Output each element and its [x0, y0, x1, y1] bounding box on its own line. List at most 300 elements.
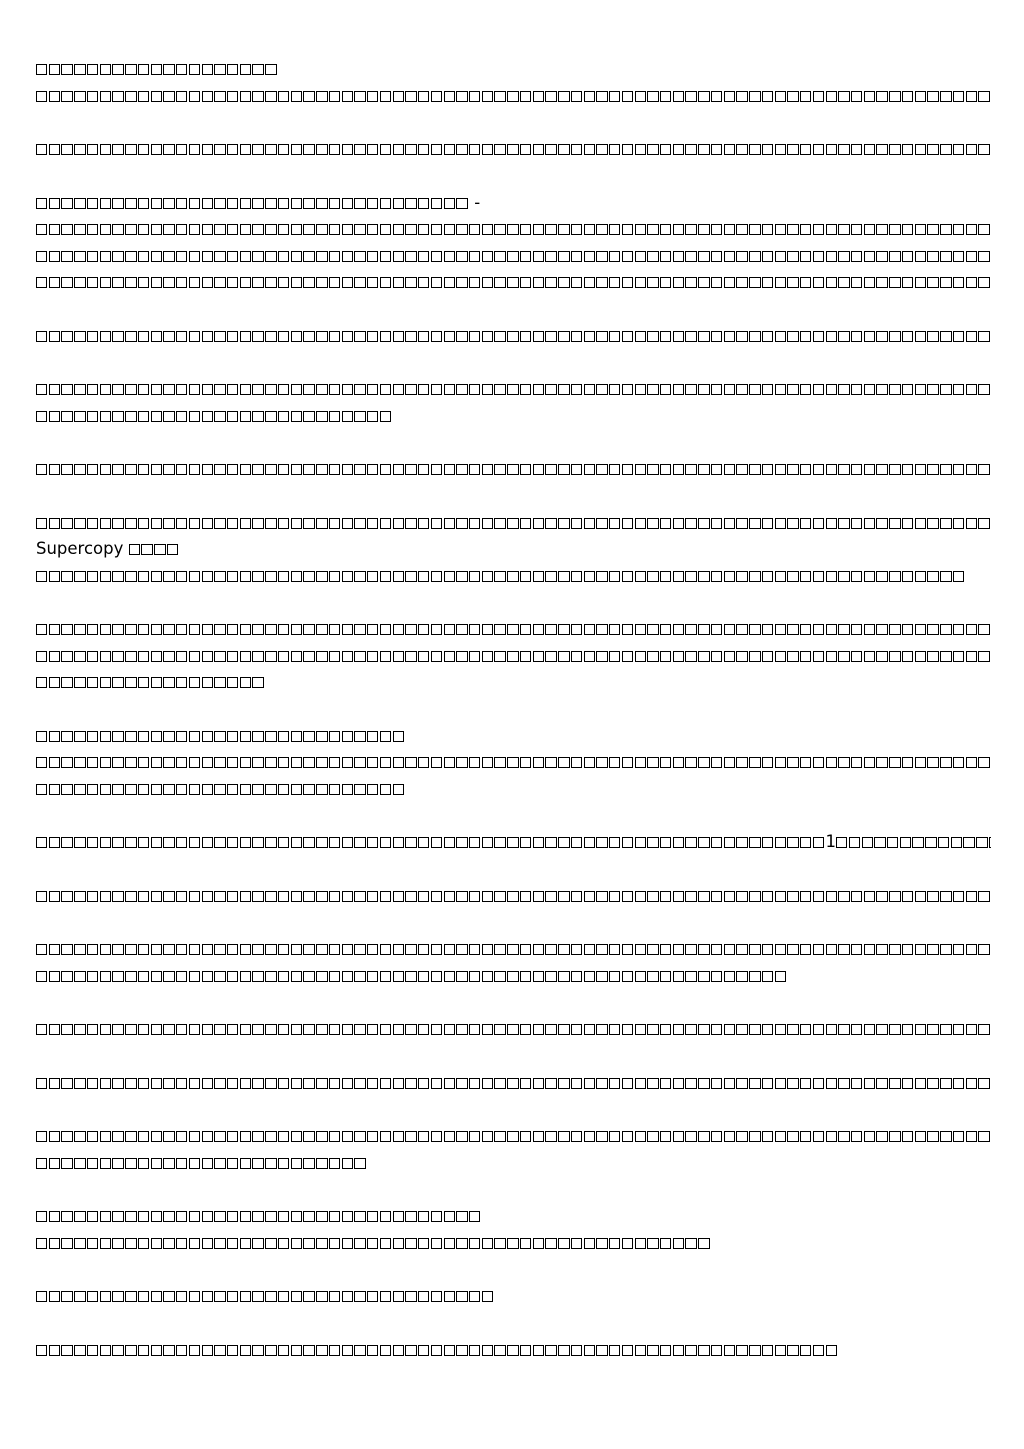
- missing-glyph-box: [724, 1345, 735, 1356]
- text-line: [36, 723, 991, 750]
- missing-glyph-box: [291, 224, 302, 235]
- missing-glyph-box: [800, 757, 811, 768]
- missing-glyph-box: [367, 1131, 378, 1142]
- missing-glyph-box: [36, 251, 47, 262]
- missing-glyph-box: [278, 624, 289, 635]
- missing-glyph-box: [953, 891, 964, 902]
- missing-glyph-box: [660, 757, 671, 768]
- missing-glyph-box: [482, 1345, 493, 1356]
- missing-glyph-box: [584, 384, 595, 395]
- missing-glyph-box: [87, 677, 98, 688]
- missing-glyph-box: [673, 464, 684, 475]
- missing-glyph-box: [749, 277, 760, 288]
- missing-glyph-box: [724, 651, 735, 662]
- missing-glyph-box: [685, 837, 696, 848]
- missing-glyph-box: [354, 1211, 365, 1222]
- missing-glyph-box: [163, 1131, 174, 1142]
- missing-glyph-box: [393, 518, 404, 529]
- missing-glyph-box: [380, 277, 391, 288]
- missing-glyph-box: [61, 837, 72, 848]
- missing-glyph-box: [838, 624, 849, 635]
- missing-glyph-box: [889, 518, 900, 529]
- missing-glyph-box: [329, 1291, 340, 1302]
- missing-glyph-box: [405, 198, 416, 209]
- missing-glyph-box: [584, 1131, 595, 1142]
- missing-glyph-box: [240, 891, 251, 902]
- missing-glyph-box: [609, 891, 620, 902]
- missing-glyph-box: [278, 464, 289, 475]
- missing-glyph-box: [736, 837, 747, 848]
- missing-glyph-box: [316, 1024, 327, 1035]
- missing-glyph-box: [163, 91, 174, 102]
- missing-glyph-box: [291, 144, 302, 155]
- missing-glyph-box: [36, 677, 47, 688]
- missing-glyph-box: [647, 144, 658, 155]
- missing-glyph-box: [902, 224, 913, 235]
- missing-glyph-box: [889, 144, 900, 155]
- missing-glyph-box: [889, 944, 900, 955]
- missing-glyph-box: [329, 651, 340, 662]
- missing-glyph-box: [584, 944, 595, 955]
- missing-glyph-box: [278, 277, 289, 288]
- missing-glyph-box: [507, 251, 518, 262]
- missing-glyph-box: [482, 651, 493, 662]
- missing-glyph-box: [405, 464, 416, 475]
- missing-glyph-box: [849, 837, 860, 848]
- missing-glyph-box: [329, 971, 340, 982]
- missing-glyph-box: [329, 1211, 340, 1222]
- missing-glyph-box: [635, 837, 646, 848]
- text-line: [36, 323, 991, 350]
- missing-glyph-box: [545, 1024, 556, 1035]
- missing-glyph-box: [189, 731, 200, 742]
- text-line: [36, 1203, 991, 1230]
- missing-glyph-box: [838, 91, 849, 102]
- missing-glyph-box: [278, 251, 289, 262]
- missing-glyph-box: [202, 224, 213, 235]
- missing-glyph-box: [329, 411, 340, 422]
- missing-glyph-box: [74, 251, 85, 262]
- missing-glyph-box: [838, 757, 849, 768]
- missing-glyph-box: [596, 891, 607, 902]
- missing-glyph-box: [100, 384, 111, 395]
- missing-glyph-box: [202, 944, 213, 955]
- missing-glyph-box: [596, 144, 607, 155]
- missing-glyph-box: [61, 1345, 72, 1356]
- missing-glyph-box: [227, 731, 238, 742]
- text-line: [36, 936, 991, 963]
- missing-glyph-box: [520, 1078, 531, 1089]
- missing-glyph-box: [61, 624, 72, 635]
- missing-glyph-box: [265, 518, 276, 529]
- missing-glyph-box: [367, 464, 378, 475]
- missing-glyph-box: [61, 277, 72, 288]
- missing-glyph-box: [813, 944, 824, 955]
- missing-glyph-box: [100, 1291, 111, 1302]
- missing-glyph-box: [622, 1131, 633, 1142]
- missing-glyph-box: [953, 651, 964, 662]
- missing-glyph-box: [125, 1158, 136, 1169]
- missing-glyph-box: [36, 731, 47, 742]
- missing-glyph-box: [749, 624, 760, 635]
- missing-glyph-box: [405, 1024, 416, 1035]
- missing-glyph-box: [507, 144, 518, 155]
- missing-glyph-box: [584, 757, 595, 768]
- missing-glyph-box: [902, 331, 913, 342]
- missing-glyph-box: [125, 64, 136, 75]
- missing-glyph-box: [151, 144, 162, 155]
- missing-glyph-box: [966, 384, 977, 395]
- missing-glyph-box: [431, 384, 442, 395]
- missing-glyph-box: [291, 944, 302, 955]
- missing-glyph-box: [940, 251, 951, 262]
- missing-glyph-box: [367, 198, 378, 209]
- missing-glyph-box: [864, 277, 875, 288]
- missing-glyph-box: [469, 944, 480, 955]
- missing-glyph-box: [749, 464, 760, 475]
- missing-glyph-box: [303, 731, 314, 742]
- missing-glyph-box: [469, 331, 480, 342]
- missing-glyph-box: [87, 64, 98, 75]
- missing-glyph-box: [762, 971, 773, 982]
- missing-glyph-box: [558, 624, 569, 635]
- missing-glyph-box: [189, 677, 200, 688]
- missing-glyph-box: [749, 384, 760, 395]
- missing-glyph-box: [800, 91, 811, 102]
- missing-glyph-box: [507, 1131, 518, 1142]
- missing-glyph-box: [278, 384, 289, 395]
- missing-glyph-box: [354, 624, 365, 635]
- missing-glyph-box: [329, 837, 340, 848]
- missing-glyph-box: [380, 1211, 391, 1222]
- missing-glyph-box: [456, 757, 467, 768]
- missing-glyph-box: [775, 91, 786, 102]
- missing-glyph-box: [444, 1078, 455, 1089]
- missing-glyph-box: [189, 624, 200, 635]
- missing-glyph-box: [214, 731, 225, 742]
- missing-glyph-box: [265, 1345, 276, 1356]
- missing-glyph-box: [202, 331, 213, 342]
- missing-glyph-box: [418, 1291, 429, 1302]
- missing-glyph-box: [558, 891, 569, 902]
- missing-glyph-box: [138, 411, 149, 422]
- missing-glyph-box: [303, 198, 314, 209]
- missing-glyph-box: [418, 1131, 429, 1142]
- missing-glyph-box: [214, 624, 225, 635]
- missing-glyph-box: [163, 757, 174, 768]
- missing-glyph-box: [125, 1345, 136, 1356]
- missing-glyph-box: [214, 411, 225, 422]
- missing-glyph-box: [240, 331, 251, 342]
- missing-glyph-box: [354, 757, 365, 768]
- missing-glyph-box: [138, 277, 149, 288]
- missing-glyph-box: [571, 144, 582, 155]
- missing-glyph-box: [660, 971, 671, 982]
- missing-glyph-box: [762, 518, 773, 529]
- missing-glyph-box: [533, 971, 544, 982]
- missing-glyph-box: [647, 1078, 658, 1089]
- missing-glyph-box: [431, 277, 442, 288]
- missing-glyph-box: [303, 331, 314, 342]
- text-line: [36, 1123, 991, 1150]
- missing-glyph-box: [775, 518, 786, 529]
- missing-glyph-box: [367, 651, 378, 662]
- missing-glyph-box: [100, 251, 111, 262]
- missing-glyph-box: [507, 1024, 518, 1035]
- missing-glyph-box: [342, 411, 353, 422]
- missing-glyph-box: [61, 731, 72, 742]
- missing-glyph-box: [138, 1345, 149, 1356]
- missing-glyph-box: [100, 518, 111, 529]
- missing-glyph-box: [927, 251, 938, 262]
- missing-glyph-box: [176, 624, 187, 635]
- missing-glyph-box: [838, 464, 849, 475]
- missing-glyph-box: [61, 1131, 72, 1142]
- missing-glyph-box: [227, 1211, 238, 1222]
- missing-glyph-box: [87, 1238, 98, 1249]
- missing-glyph-box: [876, 1078, 887, 1089]
- missing-glyph-box: [316, 1158, 327, 1169]
- missing-glyph-box: [151, 198, 162, 209]
- missing-glyph-box: [431, 251, 442, 262]
- missing-glyph-box: [469, 91, 480, 102]
- missing-glyph-box: [724, 224, 735, 235]
- missing-glyph-box: [431, 331, 442, 342]
- missing-glyph-box: [864, 91, 875, 102]
- missing-glyph-box: [202, 198, 213, 209]
- missing-glyph-box: [685, 144, 696, 155]
- missing-glyph-box: [329, 1158, 340, 1169]
- missing-glyph-box: [125, 757, 136, 768]
- missing-glyph-box: [953, 757, 964, 768]
- missing-glyph-box: [609, 624, 620, 635]
- missing-glyph-box: [61, 757, 72, 768]
- missing-glyph-box: [915, 91, 926, 102]
- missing-glyph-box: [367, 251, 378, 262]
- missing-glyph-box: [367, 1291, 378, 1302]
- missing-glyph-box: [966, 651, 977, 662]
- missing-glyph-box: [214, 1131, 225, 1142]
- missing-glyph-box: [596, 1345, 607, 1356]
- missing-glyph-box: [151, 518, 162, 529]
- missing-glyph-box: [635, 464, 646, 475]
- missing-glyph-box: [494, 384, 505, 395]
- missing-glyph-box: [558, 571, 569, 582]
- missing-glyph-box: [915, 1131, 926, 1142]
- missing-glyph-box: [252, 1345, 263, 1356]
- missing-glyph-box: [316, 971, 327, 982]
- missing-glyph-box: [36, 891, 47, 902]
- missing-glyph-box: [316, 1291, 327, 1302]
- missing-glyph-box: [456, 1078, 467, 1089]
- missing-glyph-box: [265, 224, 276, 235]
- missing-glyph-box: [864, 518, 875, 529]
- missing-glyph-box: [749, 944, 760, 955]
- missing-glyph-box: [61, 677, 72, 688]
- missing-glyph-box: [329, 251, 340, 262]
- missing-glyph-box: [469, 518, 480, 529]
- missing-glyph-box: [163, 731, 174, 742]
- missing-glyph-box: [278, 971, 289, 982]
- missing-glyph-box: [622, 571, 633, 582]
- missing-glyph-box: [393, 651, 404, 662]
- missing-glyph-box: [647, 251, 658, 262]
- missing-glyph-box: [925, 837, 936, 848]
- missing-glyph-box: [129, 544, 140, 555]
- missing-glyph-box: [431, 518, 442, 529]
- missing-glyph-box: [444, 277, 455, 288]
- missing-glyph-box: [252, 624, 263, 635]
- missing-glyph-box: [660, 224, 671, 235]
- missing-glyph-box: [494, 837, 505, 848]
- missing-glyph-box: [836, 837, 847, 848]
- missing-glyph-box: [316, 837, 327, 848]
- missing-glyph-box: [367, 91, 378, 102]
- missing-glyph-box: [405, 1211, 416, 1222]
- missing-glyph-box: [214, 1158, 225, 1169]
- missing-glyph-box: [966, 624, 977, 635]
- missing-glyph-box: [596, 331, 607, 342]
- missing-glyph-box: [163, 651, 174, 662]
- missing-glyph-box: [787, 384, 798, 395]
- missing-glyph-box: [787, 757, 798, 768]
- missing-glyph-box: [635, 1345, 646, 1356]
- missing-glyph-box: [278, 944, 289, 955]
- missing-glyph-box: [125, 944, 136, 955]
- missing-glyph-box: [393, 1024, 404, 1035]
- missing-glyph-box: [176, 731, 187, 742]
- missing-glyph-box: [609, 1131, 620, 1142]
- missing-glyph-box: [940, 91, 951, 102]
- missing-glyph-box: [303, 1345, 314, 1356]
- missing-glyph-box: [775, 891, 786, 902]
- missing-glyph-box: [456, 144, 467, 155]
- missing-glyph-box: [635, 1024, 646, 1035]
- paragraph: [36, 1123, 991, 1176]
- missing-glyph-box: [49, 331, 60, 342]
- missing-glyph-box: [36, 971, 47, 982]
- missing-glyph-box: [456, 464, 467, 475]
- missing-glyph-box: [902, 1131, 913, 1142]
- missing-glyph-box: [36, 64, 47, 75]
- missing-glyph-box: [431, 464, 442, 475]
- missing-glyph-box: [647, 224, 658, 235]
- missing-glyph-box: [151, 784, 162, 795]
- missing-glyph-box: [724, 144, 735, 155]
- missing-glyph-box: [342, 757, 353, 768]
- missing-glyph-box: [787, 331, 798, 342]
- missing-glyph-box: [966, 91, 977, 102]
- missing-glyph-box: [112, 331, 123, 342]
- text-line: [36, 1230, 991, 1257]
- missing-glyph-box: [252, 891, 263, 902]
- missing-glyph-box: [176, 411, 187, 422]
- missing-glyph-box: [354, 1078, 365, 1089]
- missing-glyph-box: [558, 651, 569, 662]
- missing-glyph-box: [367, 277, 378, 288]
- missing-glyph-box: [100, 277, 111, 288]
- missing-glyph-box: [902, 518, 913, 529]
- missing-glyph-box: [762, 464, 773, 475]
- missing-glyph-box: [749, 224, 760, 235]
- missing-glyph-box: [61, 891, 72, 902]
- missing-glyph-box: [163, 518, 174, 529]
- missing-glyph-box: [927, 891, 938, 902]
- missing-glyph-box: [813, 224, 824, 235]
- missing-glyph-box: [494, 518, 505, 529]
- missing-glyph-box: [265, 198, 276, 209]
- missing-glyph-box: [316, 1078, 327, 1089]
- missing-glyph-box: [482, 464, 493, 475]
- text-line: [36, 56, 991, 83]
- missing-glyph-box: [214, 971, 225, 982]
- missing-glyph-box: [36, 411, 47, 422]
- missing-glyph-box: [800, 891, 811, 902]
- missing-glyph-box: [698, 651, 709, 662]
- missing-glyph-box: [342, 331, 353, 342]
- missing-glyph-box: [61, 944, 72, 955]
- missing-glyph-box: [978, 1078, 989, 1089]
- missing-glyph-box: [826, 251, 837, 262]
- missing-glyph-box: [927, 464, 938, 475]
- missing-glyph-box: [558, 757, 569, 768]
- missing-glyph-box: [74, 224, 85, 235]
- missing-glyph-box: [265, 1238, 276, 1249]
- missing-glyph-box: [393, 91, 404, 102]
- missing-glyph-box: [265, 384, 276, 395]
- missing-glyph-box: [393, 144, 404, 155]
- missing-glyph-box: [151, 1024, 162, 1035]
- missing-glyph-box: [660, 331, 671, 342]
- missing-glyph-box: [74, 731, 85, 742]
- missing-glyph-box: [635, 1238, 646, 1249]
- missing-glyph-box: [826, 91, 837, 102]
- missing-glyph-box: [112, 1024, 123, 1035]
- missing-glyph-box: [571, 91, 582, 102]
- missing-glyph-box: [189, 384, 200, 395]
- missing-glyph-box: [138, 91, 149, 102]
- missing-glyph-box: [596, 224, 607, 235]
- missing-glyph-box: [711, 571, 722, 582]
- missing-glyph-box: [647, 1238, 658, 1249]
- missing-glyph-box: [609, 251, 620, 262]
- missing-glyph-box: [978, 624, 989, 635]
- missing-glyph-box: [558, 144, 569, 155]
- missing-glyph-box: [673, 571, 684, 582]
- missing-glyph-box: [74, 677, 85, 688]
- missing-glyph-box: [456, 198, 467, 209]
- missing-glyph-box: [265, 1291, 276, 1302]
- missing-glyph-box: [876, 251, 887, 262]
- missing-glyph-box: [265, 251, 276, 262]
- missing-glyph-box: [545, 1078, 556, 1089]
- missing-glyph-box: [813, 651, 824, 662]
- missing-glyph-box: [953, 384, 964, 395]
- missing-glyph-box: [927, 624, 938, 635]
- missing-glyph-box: [189, 891, 200, 902]
- missing-glyph-box: [444, 1131, 455, 1142]
- missing-glyph-box: [125, 624, 136, 635]
- missing-glyph-box: [100, 677, 111, 688]
- missing-glyph-box: [915, 651, 926, 662]
- missing-glyph-box: [61, 1238, 72, 1249]
- missing-glyph-box: [469, 1078, 480, 1089]
- missing-glyph-box: [673, 944, 684, 955]
- missing-glyph-box: [87, 277, 98, 288]
- missing-glyph-box: [660, 1238, 671, 1249]
- missing-glyph-box: [685, 571, 696, 582]
- missing-glyph-box: [240, 251, 251, 262]
